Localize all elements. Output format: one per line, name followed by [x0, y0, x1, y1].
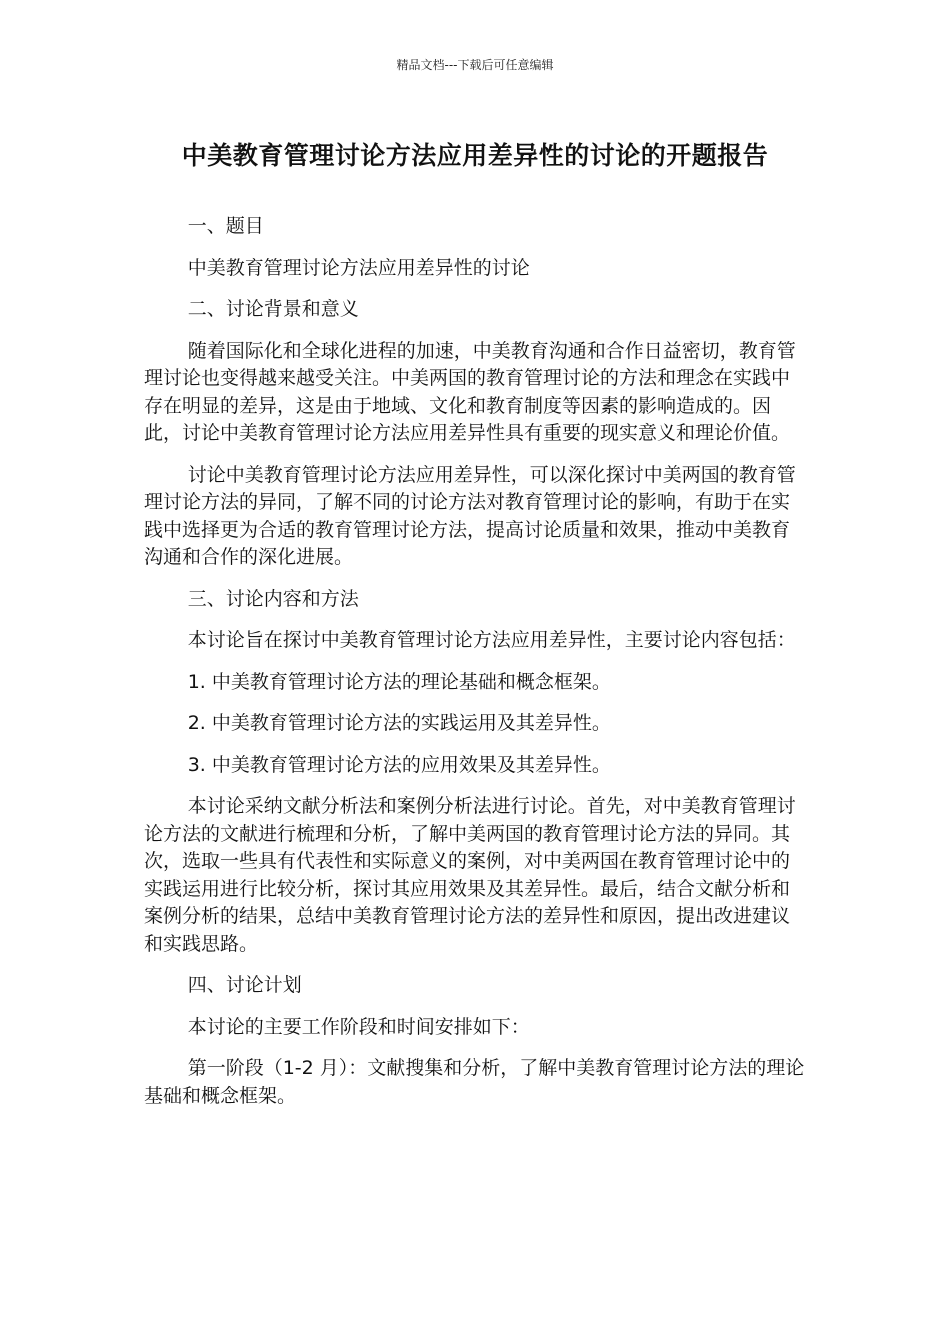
content-list-item-1: 1. 中美教育管理讨论方法的理论基础和概念框架。: [187, 670, 611, 693]
topic-text: 中美教育管理讨论方法应用差异性的讨论: [187, 256, 530, 279]
content-list-item-3: 3. 中美教育管理讨论方法的应用效果及其差异性。: [187, 753, 611, 776]
page-header: 精品文档---下载后可任意编辑: [396, 58, 554, 72]
heading-topic: 一、题目: [187, 215, 264, 237]
background-paragraph-2: 讨论中美教育管理讨论方法应用差异性，可以深化探讨中美两国的教育管理讨论方法的异同，了解不同的讨论方法对教育管理讨论的影响，有助于在实践中选择更为合适的教育管理讨论方法，提高讨论质量和效果，推动中美教育沟通和合作的深化进展。: [144, 463, 796, 568]
content-list-item-2: 2. 中美教育管理讨论方法的实践运用及其差异性。: [187, 712, 611, 734]
background-paragraph-1: 随着国际化和全球化进程的加速，中美教育沟通和合作日益密切，教育管理讨论也变得越来越受关注。中美两国的教育管理讨论的方法和理念在实践中存在明显的差异，这是由于地域、文化和教育制度等因素的影响造成的。因此，讨论中美教育管理讨论方法应用差异性具有重要的现实意义和理论价值。: [144, 339, 796, 444]
content-intro-paragraph: 本讨论旨在探讨中美教育管理讨论方法应用差异性，主要讨论内容包括：: [187, 629, 796, 651]
plan-stage-1: 第一阶段（1-2 月）：文献搜集和分析，了解中美教育管理讨论方法的理论基础和概念框架。: [144, 1057, 805, 1107]
plan-intro-paragraph: 本讨论的主要工作阶段和时间安排如下：: [187, 1015, 530, 1038]
heading-plan: 四、讨论计划: [187, 974, 302, 996]
method-paragraph: 本讨论采纳文献分析法和案例分析法进行讨论。首先，对中美教育管理讨论方法的文献进行梳理和分析，了解中美两国的教育管理讨论方法的异同。其次，选取一些具有代表性和实际意义的案例，对中美两国在教育管理讨论中的实践运用进行比较分析，探讨其应用效果及其差异性。最后，结合文献分析和案例分析的结果，总结中美教育管理讨论方法的差异性和原因，提出改进建议和实践思路。: [144, 795, 796, 955]
document-body: [144, 213, 806, 1124]
heading-content-method: 三、讨论内容和方法: [187, 587, 359, 610]
heading-background: 二、讨论背景和意义: [187, 298, 359, 320]
document-title: 中美教育管理讨论方法应用差异性的讨论的开题报告: [181, 141, 769, 170]
